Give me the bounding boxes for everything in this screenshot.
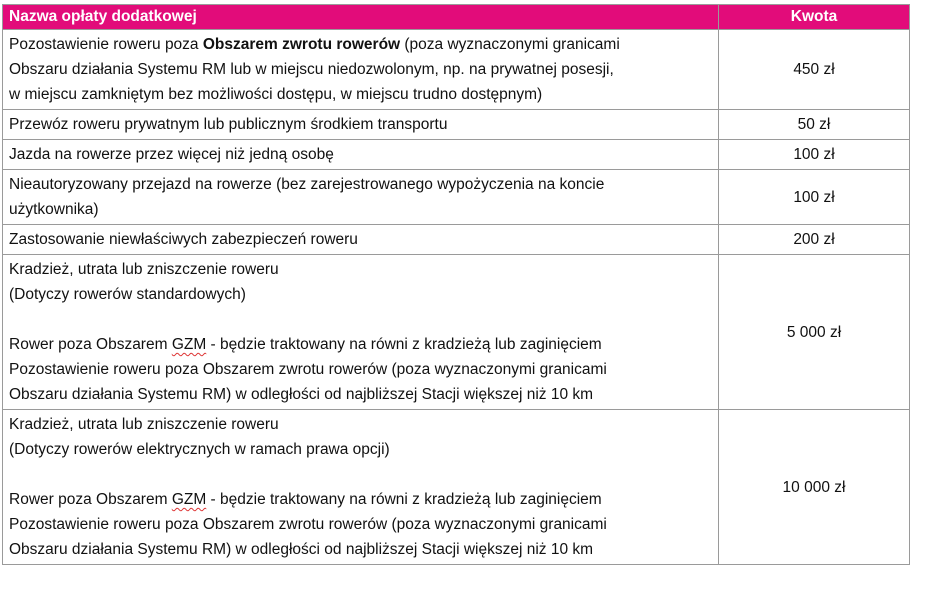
fee-amount-cell: 100 zł <box>719 170 910 225</box>
fee-description-line: Pozostawienie roweru poza Obszarem zwrotu rowerów (poza wyznaczonymi granicami <box>9 361 607 378</box>
fee-amount-cell: 200 zł <box>719 225 910 255</box>
table-row <box>3 110 910 140</box>
table-row <box>3 140 910 170</box>
bold-term: Obszarem zwrotu rowerów <box>202 36 401 53</box>
text-segment: Pozostawienie roweru poza <box>9 36 203 53</box>
fee-description-line: w miejscu zamkniętym bez możliwości dostępu, w miejscu trudno dostępnym) <box>9 86 543 103</box>
fee-description-line: Nieautoryzowany przejazd na rowerze (bez zarejestrowanego wypożyczenia na koncie <box>9 176 605 193</box>
fee-name-cell <box>3 140 719 170</box>
fee-description-line: (Dotyczy rowerów standardowych) <box>9 286 246 303</box>
fee-amount-cell: 100 zł <box>719 140 910 170</box>
fee-name-cell <box>3 225 719 255</box>
header-amount: Kwota <box>719 5 910 30</box>
table-row <box>3 410 910 565</box>
table-header <box>3 5 910 30</box>
fee-amount-cell: 50 zł <box>719 110 910 140</box>
text-segment: - będzie traktowany na równi z kradzieżą lub zaginięciem <box>206 336 602 353</box>
spellcheck-flagged-word: GZM <box>171 336 207 353</box>
fee-amount-cell: 450 zł <box>719 30 910 110</box>
fee-description-line: Obszaru działania Systemu RM lub w miejscu niedozwolonym, np. na prywatnej posesji, <box>9 61 614 78</box>
fee-name-cell <box>3 110 719 140</box>
fee-description-line: użytkownika) <box>9 201 99 218</box>
fee-description-line <box>9 32 712 57</box>
fee-description-line <box>9 487 712 512</box>
table-row <box>3 170 910 225</box>
table-row <box>3 255 910 410</box>
fee-description-line: Kradzież, utrata lub zniszczenie roweru <box>9 261 279 278</box>
fee-description-line: Pozostawienie roweru poza Obszarem zwrotu rowerów (poza wyznaczonymi granicami <box>9 516 607 533</box>
text-segment: - będzie traktowany na równi z kradzieżą lub zaginięciem <box>206 491 602 508</box>
header-row <box>3 5 910 30</box>
fee-description-line <box>9 332 712 357</box>
fee-name-cell <box>3 255 719 410</box>
fee-name-cell <box>3 170 719 225</box>
fee-description-line: Kradzież, utrata lub zniszczenie roweru <box>9 416 279 433</box>
fee-description-line: Przewóz roweru prywatnym lub publicznym środkiem transportu <box>9 116 448 133</box>
table-row <box>3 30 910 110</box>
fee-description-line: (Dotyczy rowerów elektrycznych w ramach prawa opcji) <box>9 441 390 458</box>
text-segment: Rower poza Obszarem <box>9 491 172 508</box>
fees-table <box>2 4 910 565</box>
fee-description-line: Obszaru działania Systemu RM) w odległości od najbliższej Stacji większej niż 10 km <box>9 541 594 558</box>
fee-description-line: Jazda na rowerze przez więcej niż jedną osobę <box>9 146 334 163</box>
blank-line <box>9 307 712 332</box>
fee-description-line: Obszaru działania Systemu RM) w odległości od najbliższej Stacji większej niż 10 km <box>9 386 594 403</box>
fee-name-cell <box>3 30 719 110</box>
fee-description-line: Zastosowanie niewłaściwych zabezpieczeń roweru <box>9 231 358 248</box>
blank-line <box>9 462 712 487</box>
table-body <box>3 30 910 565</box>
spellcheck-flagged-word: GZM <box>171 491 207 508</box>
fee-name-cell <box>3 410 719 565</box>
text-segment: (poza wyznaczonymi granicami <box>400 36 620 53</box>
table-row <box>3 225 910 255</box>
text-segment: Rower poza Obszarem <box>9 336 172 353</box>
fee-amount-cell: 10 000 zł <box>719 410 910 565</box>
fee-amount-cell: 5 000 zł <box>719 255 910 410</box>
header-fee-name: Nazwa opłaty dodatkowej <box>3 5 719 30</box>
